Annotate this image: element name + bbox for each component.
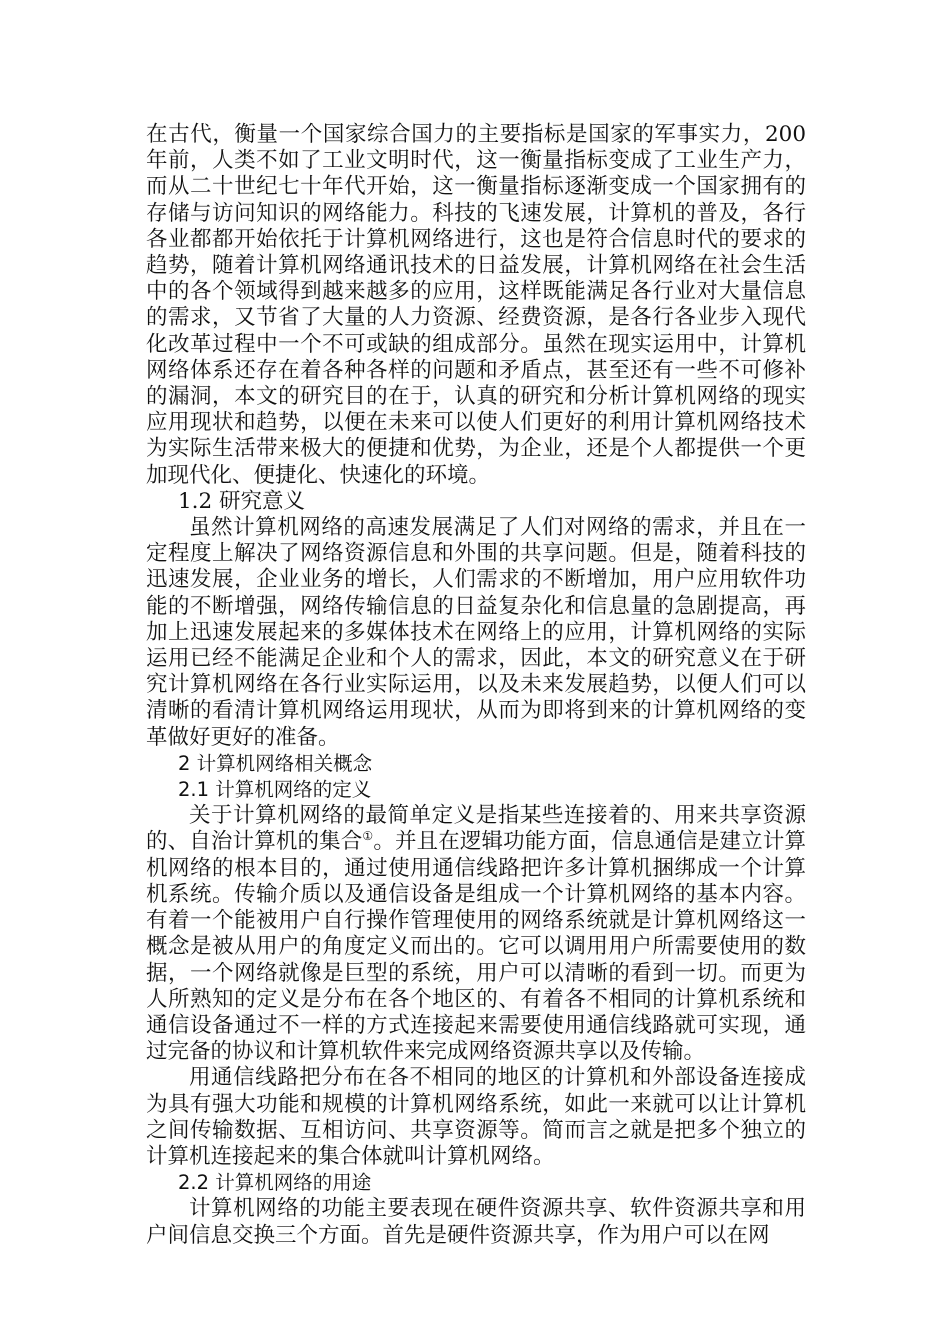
footnote-marker[interactable]: ① bbox=[362, 829, 374, 844]
section-2-1-paragraph-1-text-a: 关于计算机网络的最简单定义是指某些连接着的、用来共享资源的、自治计算机的集合 bbox=[146, 803, 806, 855]
section-1-2-paragraph: 虽然计算机网络的高速发展满足了人们对网络的需求，并且在一定程度上解决了网络资源信息和外围的共享问题。但是，随着科技的迅速发展，企业业务的增长，人们需求的不断增加，用户应用软件功能的不断增强，网络传输信息的日益复杂化和信息量的急剧提高，再加上迅速发展起来的多媒体技术在网络上的应用，计算机网络的实际运用已经不能满足企业和个人的需求，因此，本文的研究意义在于研究计算机网络在各行业实际运用，以及未来发展趋势，以便人们可以清晰的看清计算机网络运用现状，从而为即将到来的计算机网络的变革做好更好的准备。 bbox=[146, 515, 806, 750]
section-2-1-paragraph-1 bbox=[146, 803, 806, 1065]
section-2-heading: 2 计算机网络相关概念 bbox=[178, 751, 373, 775]
section-2-1-paragraph-1-text-b: 。并且在逻辑功能方面，信息通信是建立计算机网络的根本目的，通过使用通信线路把许多计算机捆绑成一个计算机系统。传输介质以及通信设备是组成一个计算机网络的基本内容。有着一个能被用户自行操作管理使用的网络系统就是计算机网络这一概念是被从用户的角度定义而出的。它可以调用用户所需要使用的数据，一个网络就像是巨型的系统，用户可以清晰的看到一切。而更为人所熟知的定义是分布在各个地区的、有着各不相同的计算机系统和通信设备通过不一样的方式连接起来需要使用通信线路就可实现，通过完备的协议和计算机软件来完成网络资源共享以及传输。 bbox=[146, 829, 806, 1065]
section-2-2-heading: 2.2 计算机网络的用途 bbox=[178, 1171, 372, 1195]
section-1-2-heading: 1.2 研究意义 bbox=[178, 488, 306, 514]
section-2-1-paragraph-2: 用通信线路把分布在各不相同的地区的计算机和外部设备连接成为具有强大功能和规模的计算机网络系统，如此一来就可以让计算机之间传输数据、互相访问、共享资源等。简而言之就是把多个独立的计算机连接起来的集合体就叫计算机网络。 bbox=[146, 1065, 806, 1169]
section-2-1-heading: 2.1 计算机网络的定义 bbox=[178, 778, 372, 802]
document-page bbox=[146, 122, 806, 1249]
intro-paragraph: 在古代，衡量一个国家综合国力的主要指标是国家的军事实力，200年前，人类不如了工业文明时代，这一衡量指标变成了工业生产力，而从二十世纪七十年代开始，这一衡量指标逐渐变成一个国家拥有的存储与访问知识的网络能力。科技的飞速发展，计算机的普及，各行各业都都开始依托于计算机网络进行，这也是符合信息时代的要求的趋势，随着计算机网络通讯技术的日益发展，计算机网络在社会生活中的各个领域得到越来越多的应用，这样既能满足各行业对大量信息的需求，又节省了大量的人力资源、经费资源，是各行各业步入现代化改革过程中一个不可或缺的组成部分。虽然在现实运用中，计算机网络体系还存在着各种各样的问题和矛盾点，甚至还有一些不可修补的漏洞，本文的研究目的在于，认真的研究和分析计算机网络的现实应用现状和趋势，以便在未来可以使人们更好的利用计算机网络技术为实际生活带来极大的便捷和优势，为企业，还是个人都提供一个更加现代化、便捷化、快速化的环境。 bbox=[146, 122, 806, 488]
section-2-2-paragraph: 计算机网络的功能主要表现在硬件资源共享、软件资源共享和用户间信息交换三个方面。首先是硬件资源共享，作为用户可以在网 bbox=[146, 1196, 806, 1248]
